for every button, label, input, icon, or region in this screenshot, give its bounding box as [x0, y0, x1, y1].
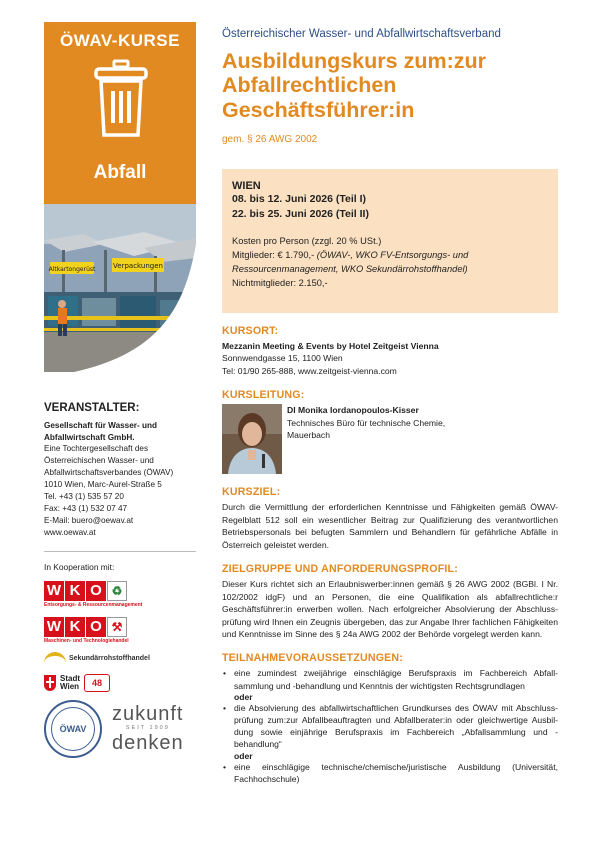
sekundaer-logo: [44, 652, 196, 666]
title-line-2: Abfallrechtlichen: [222, 73, 397, 98]
divider: [44, 551, 196, 552]
requirement-item-1: • eine zumindest zweijährige einschlägige Berufspraxis im Fachbereich Abfallsammlung und -behandlung und Kenntnis der wichtigsten Rechtsgrundlagen: [222, 667, 558, 691]
right-column: [222, 28, 558, 785]
trash-bin-icon: [94, 59, 148, 139]
ma48-logo-icon: 48: [84, 674, 110, 692]
organizer-block: [44, 400, 196, 539]
organizer-tel: Tel. +43 (1) 535 57 20: [44, 492, 124, 502]
or-separator-1: oder: [234, 691, 253, 702]
lead-name: DI Monika Iordanopoulos-Kisser: [287, 405, 419, 416]
organizer-address: 1010 Wien, Marc-Aurel-Straße 5: [44, 480, 162, 490]
requirements-heading: TEILNAHMEVORAUSSETZUNGEN:: [222, 652, 403, 665]
lead-block: [222, 404, 558, 474]
organizer-name-1: Gesellschaft für Wasser- und: [44, 420, 157, 430]
organizer-desc-2: Österreichischen Wasser- und: [44, 456, 154, 466]
venue-contact[interactable]: Tel: 01/90 265-888, www.zeitgeist-vienna.com: [222, 365, 397, 376]
stadt-wien-logo: [44, 674, 196, 692]
wko-logo-1: W K O ♻: [44, 580, 196, 601]
course-city: WIEN: [232, 179, 261, 192]
nonmembers-price: Nichtmitglieder: 2.150,-: [232, 278, 328, 289]
zukunft-line-1: zukunft: [112, 702, 184, 725]
title-line-1: Ausbildungskurs zum:zur: [222, 49, 486, 73]
or-separator-2: oder: [234, 750, 253, 761]
wko-caption-2: Maschinen- und Technologiehandel: [44, 637, 129, 644]
stadt-line-2: Wien: [60, 681, 80, 691]
course-title: [222, 49, 558, 122]
members-price: Mitglieder: € 1.790,-: [232, 250, 317, 261]
organizer-fax: Fax: +43 (1) 532 07 47: [44, 503, 128, 513]
goal-heading: KURSZIEL:: [222, 486, 281, 499]
oewav-seal-icon: ÖWAV: [44, 700, 102, 758]
wko-caption-1: Entsorgungs- & Ressourcenmanagement: [44, 601, 143, 608]
lead-portrait-photo: [222, 404, 282, 474]
venue-name: Mezzanin Meeting & Events by Hotel Zeitgeist Vienna: [222, 340, 439, 351]
organizer-web[interactable]: www.oewav.at: [44, 527, 96, 537]
photo-sign-1: Altkartongerüst: [48, 266, 96, 273]
target-text: Dieser Kurs richtet sich an Erlaubniswerber:innen gemäß § 26 AWG 2002 (BGBl. I Nr. 102/2002 idgF) und an Personen, die eine Qualifikation als abfallrechtliche:r Geschäftsführer:in erwerben wollen. Nach erfolgreicher Absolvierung der Abschlussprüfung wird Ihnen ein Zeugnis übergeben, das zur Angabe Ihrer fachlichen Fähigkeiten und Kenntnisse im Sinne des § 24a AWG 2002 der Behörde vorgelegt werden kann.: [222, 579, 558, 639]
zukunft-line-2: SEIT 1909: [125, 724, 170, 731]
requirement-item-3: • eine einschlägige technische/chemische/juristische Ausbildung (Universität, Fachhochschule): [222, 761, 558, 785]
law-reference: gem. § 26 AWG 2002: [222, 133, 318, 145]
zukunft-line-3: denken: [112, 732, 184, 755]
requirement-item-2: • die Absolvierung des abfallwirtschaftlichen Grundkurses des ÖWAV mit Abschlussprüfung zum:zur Abfallbeauftragten und Abfallberater:in oder gleichwertige Ausbildung sowie einjährige Berufspraxis im Fachbereich „Abfallsammlung und -behandlung“: [222, 702, 558, 751]
goal-text: Durch die Vermittlung der erforderlichen Kenntnisse und Fähigkeiten gemäß ÖWAV-Regelblatt 512 soll ein wesentlicher Beitrag zur Qualifizierung des verantwortlichen Betriebspersonals bei befugten Sammlern und Behandlern für gefährliche Abfälle in Österreich geleistet werden.: [222, 502, 558, 550]
cost-label: Kosten pro Person (zzgl. 20 % USt.): [232, 236, 382, 247]
tools-icon: ⚒: [107, 617, 127, 637]
recycle-icon: ♻: [107, 581, 127, 601]
date-part-2: 22. bis 25. Juni 2026 (Teil II): [232, 207, 369, 220]
recycling-center-photo: [44, 204, 196, 372]
lead-org-1: Technisches Büro für technische Chemie,: [287, 417, 446, 428]
members-note-1: (ÖWAV-, WKO FV-Entsorgungs- und: [316, 250, 469, 261]
cooperation-label: In Kooperation mit:: [44, 561, 115, 572]
members-note-2: Ressourcenmanagement, WKO Sekundärrohstoffhandel): [232, 264, 468, 275]
left-column: [44, 22, 196, 758]
venue-block: [222, 340, 558, 377]
arc-icon: [44, 652, 66, 666]
organizer-desc-1: Eine Tochtergesellschaft des: [44, 444, 149, 454]
sekundaer-name: Sekundärrohstoffhandel: [69, 655, 150, 663]
stadt-line-1: Stadt: [60, 673, 80, 683]
costs-block: [232, 235, 548, 291]
association-name: Österreichischer Wasser- und Abfallwirtschaftsverband: [222, 28, 501, 40]
venue-heading: KURSORT:: [222, 324, 279, 337]
bottom-logos: [44, 700, 196, 758]
brand-title: ÖWAV-KURSE: [60, 31, 180, 50]
title-line-3: Geschäftsführer:in: [222, 97, 415, 122]
organizer-desc-3: Abfallwirtschaftsverbandes (ÖWAV): [44, 468, 174, 478]
target-heading: ZIELGRUPPE UND ANFORDERUNGSPROFIL:: [222, 563, 458, 576]
vienna-coat-of-arms-icon: [44, 675, 56, 691]
requirements-list: [222, 667, 558, 691]
venue-address: Sonnwendgasse 15, 1100 Wien: [222, 353, 343, 364]
date-part-1: 08. bis 12. Juni 2026 (Teil I): [232, 192, 367, 205]
brand-category: Abfall: [93, 162, 147, 183]
brand-box: [44, 22, 196, 204]
lead-org-2: Mauerbach: [287, 430, 330, 441]
zukunft-denken-logo: [112, 704, 184, 754]
lead-heading: KURSLEITUNG:: [222, 389, 305, 402]
organizer-name-2: Abfallwirtschaft GmbH.: [44, 432, 135, 442]
organizer-email[interactable]: E-Mail: buero@oewav.at: [44, 515, 134, 525]
photo-sign-2: Verpackungen: [113, 262, 163, 270]
organizer-heading: VERANSTALTER:: [44, 402, 140, 414]
wko-logo-2: W K O ⚒: [44, 616, 196, 637]
course-info-box: [222, 169, 558, 313]
